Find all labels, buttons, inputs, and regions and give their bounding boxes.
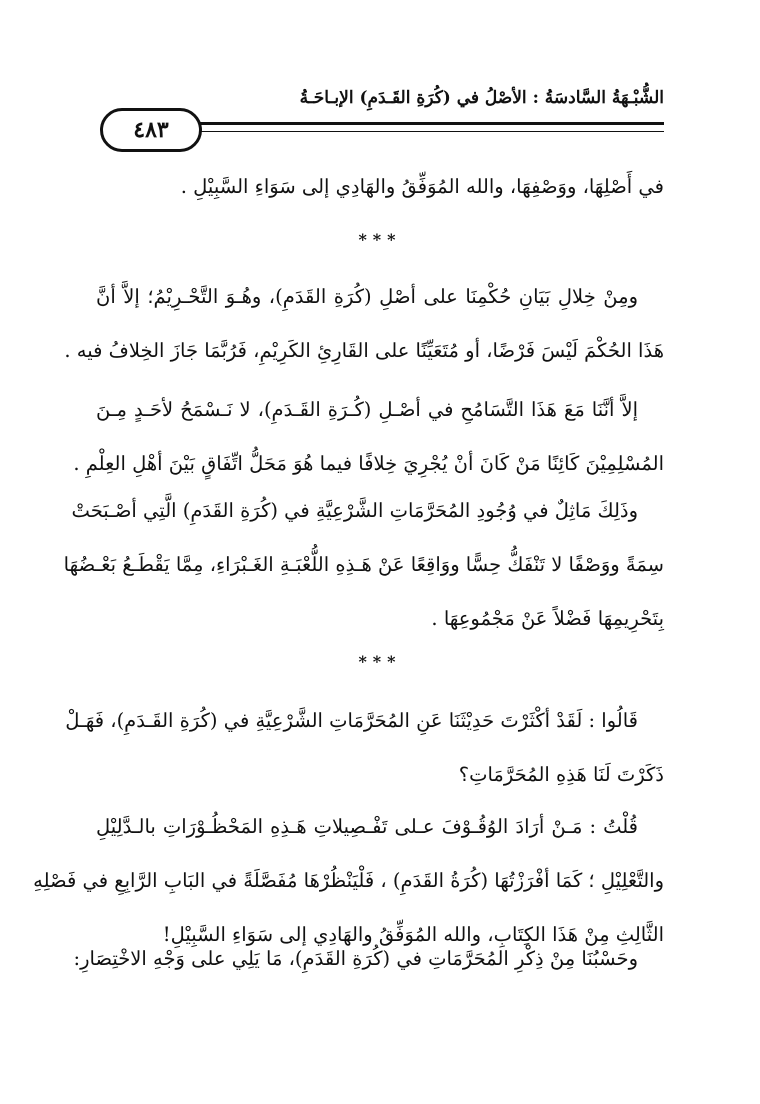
section-separator: ***	[358, 652, 402, 671]
text-line: الثَّالِثِ مِنْ هَذَا الكِتَابِ، والله المُوَفِّقُ والهَادِي إلى سَوَاءِ السَّبِيْلِ!	[162, 923, 664, 946]
text-line: والتَّعْلِيْلِ ؛ كَمَا أفْرَزْتُهَا (كُرَةُ القَدَمِ) ، فَلْيَنْظُرْهَا مُفَصَّلَةً في البَابِ الرَّابِعِ في فَصْلِهِ	[33, 869, 664, 892]
paragraph-3	[73, 383, 664, 491]
text-line: هَذَا الحُكْمَ لَيْسَ فَرْضًا، أو مُتَعَيِّنًا على القَارِئِ الكَرِيْمِ، فَرُبَّمَا جَازَ الخِلافُ فيه .	[64, 339, 664, 362]
text-line: ذَكَرْتَ لَنَا هَذِهِ المُحَرَّمَاتِ؟	[458, 763, 664, 786]
text-line: قُلْتُ : مَـنْ أرَادَ الوُقُـوْفَ عـلى تَفْـصِيلاتِ هَـذِهِ المَحْظُـوْرَاتِ بالـدَّلِيْلِ	[96, 815, 638, 838]
section-separator: ***	[358, 230, 402, 249]
paragraph-5	[65, 694, 664, 802]
text-line: إلاَّ أنَّنَا مَعَ هَذَا التَّسَامُحِ في أصْـلِ (كُـرَةِ القَـدَمِ)، لا نَـسْمَحُ لأحَـدٍ مِـنَ	[96, 398, 638, 421]
page-number: ٤٨٣	[133, 117, 169, 143]
text-line: قَالُوا : لَقَدْ أكْثَرْتَ حَدِيْثَنَا عَنِ المُحَرَّمَاتِ الشَّرْعِيَّةِ في (كُرَةِ القَـدَمِ)، فَهَـلْ	[65, 709, 638, 732]
text-line: بِتَحْرِيمِهَا فَضْلاً عَنْ مَجْمُوعِهَا .	[431, 607, 664, 630]
text-line: ومِنْ خِلالِ بَيَانِ حُكْمِنَا على أصْلِ (كُرَةِ القَدَمِ)، وهُـوَ التَّحْـرِيْمُ؛ إلاَّ أنَّ	[96, 285, 638, 308]
page-number-badge	[100, 108, 202, 152]
text-line: في أَصْلِهَا، ووَصْفِهَا، والله المُوَفِّقُ والهَادِي إلى سَوَاءِ السَّبِيْلِ .	[180, 175, 664, 198]
text-line: وحَسْبُنَا مِنْ ذِكْرِ المُحَرَّمَاتِ في (كُرَةِ القَدَمِ)، مَا يَلِي على وَجْهِ الاخْتِصَارِ:	[73, 947, 638, 970]
text-line: سِمَةً ووَصْفًا لا تَنْفَكُّ حِسًّا ووَاقِعًا عَنْ هَـذِهِ اللُّعْبَـةِ الغَـبْرَاءِ، مِمَّا يَقْطَـعُ بَعْـضُهَا	[63, 553, 664, 576]
paragraph-7	[73, 932, 664, 986]
header-rule	[200, 122, 664, 132]
paragraph-1	[96, 160, 664, 214]
text-line: وذَلِكَ مَاثِلٌ في وُجُودِ المُحَرَّمَاتِ الشَّرْعِيَّةِ في (كُرَةِ القَدَمِ) الَّتِي أصْـبَحَتْ	[71, 499, 638, 522]
paragraph-2	[64, 270, 664, 378]
text-line: المُسْلِمِيْنَ كَائِنًا مَنْ كَانَ أنْ يُجْرِيَ خِلافًا فيما هُوَ مَحَلُّ اتِّفَاقٍ بَيْنَ أهْلِ العِلْمِ .	[73, 452, 664, 475]
running-title: الشُّبْـهَةُ السَّادسَةُ : الأصْلُ في (كُرَةِ القَـدَمِ) الإبـاحَـةُ	[299, 88, 664, 108]
paragraph-4	[63, 484, 664, 646]
